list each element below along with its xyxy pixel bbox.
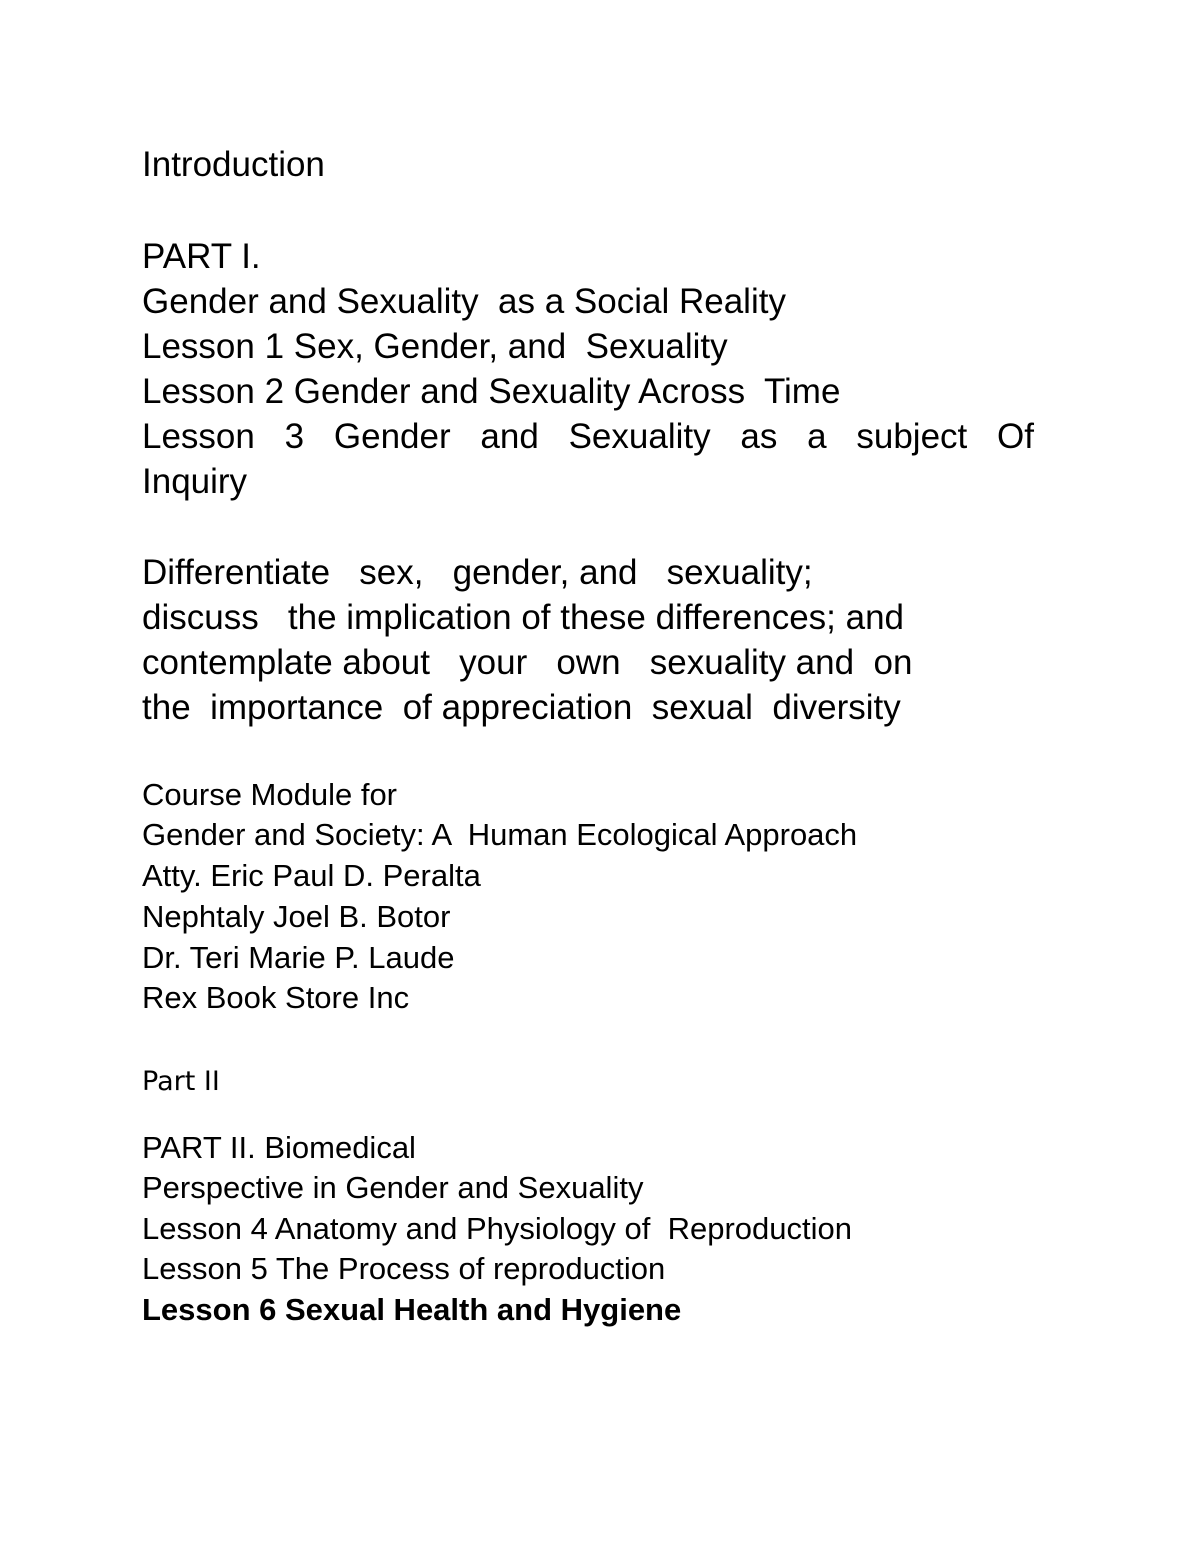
- course-module-heading: Course Module for: [142, 777, 398, 812]
- author-1: Atty. Eric Paul D. Peralta: [142, 858, 481, 893]
- part2-title: Perspective in Gender and Sexuality: [142, 1170, 644, 1205]
- lesson-6: Lesson 6 Sexual Health and Hygiene: [142, 1292, 682, 1327]
- author-2: Nephtaly Joel B. Botor: [142, 899, 451, 934]
- lesson-3-continued: Inquiry: [142, 462, 248, 501]
- lesson-4: Lesson 4 Anatomy and Physiology of Reproduction: [142, 1211, 853, 1246]
- intro-heading: Introduction: [142, 145, 325, 184]
- part1-title: Gender and Sexuality as a Social Reality: [142, 282, 786, 321]
- objective-line-1: Differentiate sex, gender, and sexuality;: [142, 553, 813, 592]
- author-3: Dr. Teri Marie P. Laude: [142, 940, 455, 975]
- lesson-3: Lesson 3 Gender and Sexuality as a subject Of: [142, 417, 1034, 456]
- part2-label: Part II: [142, 1066, 220, 1097]
- lesson-5: Lesson 5 The Process of reproduction: [142, 1251, 666, 1286]
- lesson-1: Lesson 1 Sex, Gender, and Sexuality: [142, 327, 728, 366]
- objective-line-3: contemplate about your own sexuality and on: [142, 643, 913, 682]
- part1-heading: PART I.: [142, 237, 261, 276]
- part2-heading: PART II. Biomedical: [142, 1130, 416, 1165]
- objective-line-4: the importance of appreciation sexual diversity: [142, 688, 901, 727]
- course-title: Gender and Society: A Human Ecological Approach: [142, 817, 858, 852]
- publisher: Rex Book Store Inc: [142, 980, 410, 1015]
- objective-line-2: discuss the implication of these differences; and: [142, 598, 905, 637]
- lesson-2: Lesson 2 Gender and Sexuality Across Time: [142, 372, 841, 411]
